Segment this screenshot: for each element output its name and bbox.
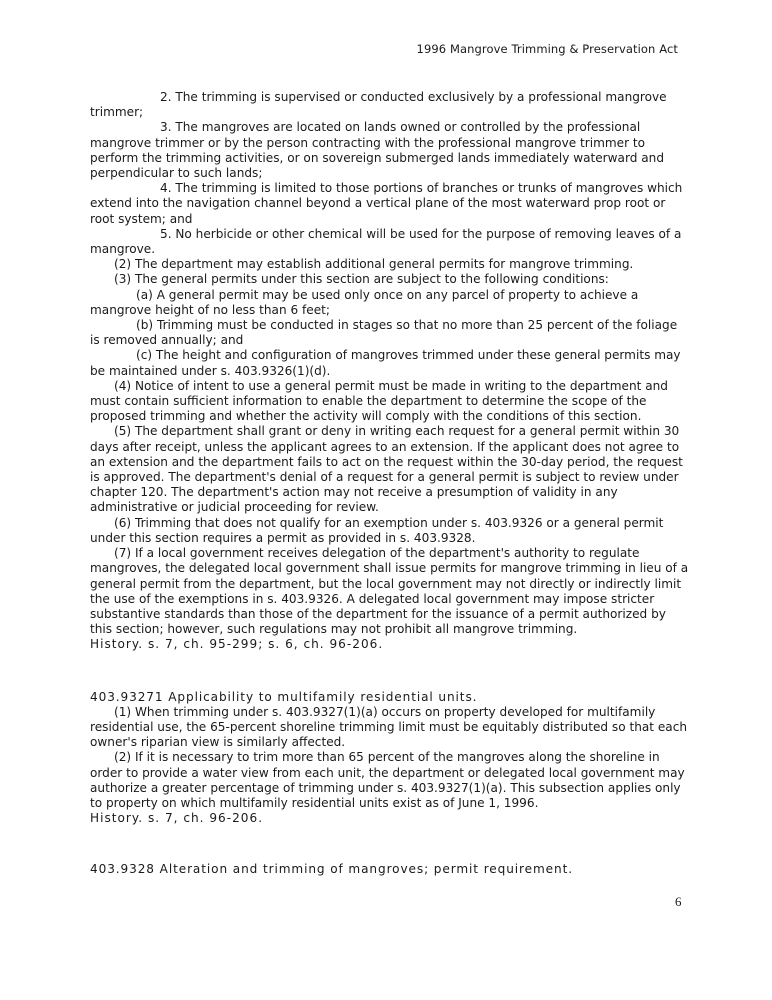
subsection-6: (6) Trimming that does not qualify for an exemption under s. 403.9326 or a general permit under this section requires a permit as provided in s. 403.9328. — [90, 515, 664, 545]
subsection-3-item-a: (a) A general permit may be used only once on any parcel of property to achieve a mangrove height of no less than 6 feet; — [90, 287, 639, 317]
running-header: 1996 Mangrove Trimming & Preservation Act — [416, 42, 678, 56]
subsection-7: (7) If a local government receives delegation of the department's authority to regulate mangroves, the delegated local government shall issue permits for mangrove trimming in lieu of a general permit from the department, but the local government may not directly or indirectly limit the use of the exemptions in s. 403.9326. A delegated local government may impose stricter substantive standards than those of the department for the issuance of a permit authorized by this section; however, such regulations may not prohibit all mangrove trimming. — [90, 546, 689, 637]
history-note-multifamily: History. s. 7, ch. 96-206. — [90, 811, 264, 826]
multifamily-subsection-1: (1) When trimming under s. 403.9327(1)(a) occurs on property developed for multifamily residential use, the 65-percent shoreline trimming limit must be equitably distributed so that each owner's riparian view is similarly affected. — [90, 704, 688, 750]
sub-condition-5: 5. No herbicide or other chemical will be used for the purpose of removing leaves of a mangrove. — [90, 226, 682, 257]
sub-condition-4: 4. The trimming is limited to those portions of branches or trunks of mangroves which extend into the navigation channel beyond a vertical plane of the most waterward prop root or root system; and — [90, 181, 683, 226]
section-spacer-2 — [90, 826, 690, 862]
sub-condition-2: 2. The trimming is supervised or conducted exclusively by a professional mangrove trimmer; — [90, 90, 667, 120]
subsection-4: (4) Notice of intent to use a general permit must be made in writing to the department and must contain sufficient information to enable the department to determine the scope of the proposed trimming and whether the activity will comply with the conditions of this section. — [90, 378, 668, 424]
subsection-3-item-b: (b) Trimming must be conducted in stages so that no more than 25 percent of the foliage is removed annually; and — [90, 318, 678, 348]
section-heading-403-9328: 403.9328 Alteration and trimming of mangroves; permit requirement. — [90, 862, 573, 877]
section-heading-403-93271: 403.93271 Applicability to multifamily residential units. — [90, 689, 478, 704]
history-note: History. s. 7, ch. 95-299; s. 6, ch. 96-206. — [90, 637, 384, 652]
subsection-5: (5) The department shall grant or deny in writing each request for a general permit within 30 days after receipt, unless the applicant agrees to an extension. If the applicant does not agree to an extension and the department fails to act on the request within the 30-day period, the request is approved. The department's denial of a request for a general permit is subject to review under chapter 120. The department's action may not receive a presumption of validity in any administrative or judicial proceeding for review. — [90, 424, 683, 515]
sub-condition-3: 3. The mangroves are located on lands owned or controlled by the professional mangrove trimmer or by the person contracting with the professional mangrove trimmer to perform the trimming activities, or on sovereign submerged lands immediately waterward and perpendicular to such lands; — [90, 120, 664, 181]
multifamily-subsection-2: (2) If it is necessary to trim more than 65 percent of the mangroves along the shoreline in order to provide a water view from each unit, the department or delegated local government may authorize a greater percentage of trimming under s. 403.9327(1)(a). This subsection applies only to property on which multifamily residential units exist as of June 1, 1996. — [90, 750, 685, 810]
page-number: 6 — [675, 894, 682, 909]
subsection-3: (3) The general permits under this section are subject to the following conditions: — [114, 272, 609, 287]
document-body — [90, 90, 690, 878]
section-spacer — [90, 653, 690, 690]
subsection-3-item-c: (c) The height and configuration of mangroves trimmed under these general permits may be maintained under s. 403.9326(1)(d). — [90, 348, 681, 378]
subsection-2: (2) The department may establish additional general permits for mangrove trimming. — [114, 257, 634, 272]
